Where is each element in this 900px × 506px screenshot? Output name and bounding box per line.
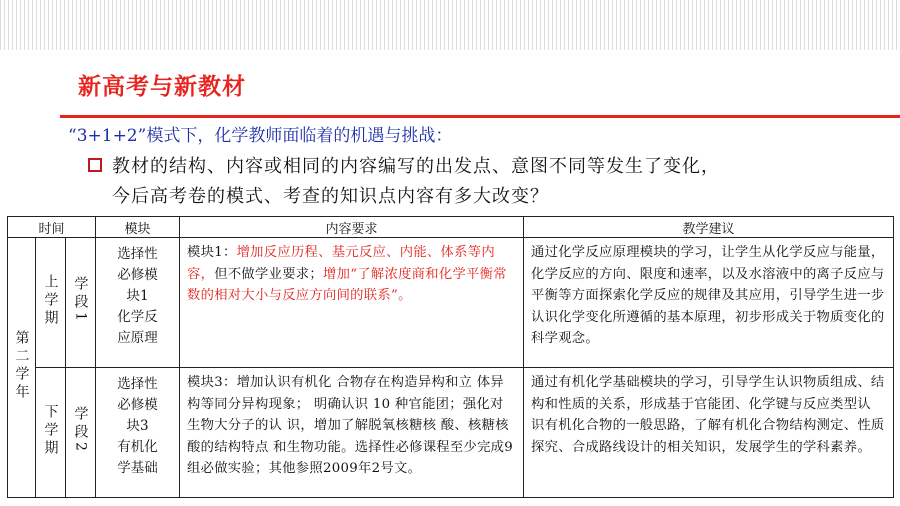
square-bullet-icon xyxy=(88,158,102,172)
semester-cell xyxy=(36,368,66,498)
table-header-row xyxy=(8,217,894,238)
module-line: 有机化 xyxy=(117,439,158,455)
year-cell xyxy=(8,238,36,498)
header-content: 内容要求 xyxy=(180,217,524,238)
decorative-stripes xyxy=(0,0,900,50)
table-row xyxy=(8,238,894,368)
content-highlight: 增加反应历程、基元反应、内能、体系等内容， xyxy=(187,245,495,282)
page-title: 新高考与新教材 xyxy=(78,74,246,100)
advice-cell: 通过化学反应原理模块的学习，让学生从化学反应与能量，化学反应的方向、限度和速率，以及水溶液中的离子反应与平衡等方面探索化学反应的规律及其应用，引导学生进一步认识化学变化所遵循的基本原理，初步形成关于物质变化的科学观念。 xyxy=(524,238,894,368)
stage-label: 学段1 xyxy=(72,276,89,325)
header-module: 模块 xyxy=(96,217,180,238)
module-cell xyxy=(96,368,180,498)
module-line: 块1 xyxy=(126,288,149,304)
module-line: 块3 xyxy=(126,418,149,434)
semester-label: 上学期 xyxy=(42,273,59,328)
module-line: 必修模 xyxy=(117,397,158,413)
module-line: 选择性 xyxy=(117,376,158,392)
stage-label: 学段2 xyxy=(72,406,89,455)
year-label: 第二学年 xyxy=(13,329,30,402)
module-line: 必修模 xyxy=(117,267,158,283)
table-row xyxy=(8,368,894,498)
content-cell: 模块3：增加认识有机化 合物存在构造异构和立 体异构等同分异构现象； 明确认识 10 种官能团；强化对生物大分子的认 识，增加了解脱氧核糖核 酸、核糖核酸的结构特点 和生物功能。选择性必修课程至少完成9组必做实验；其他参照2009年2号文。 xyxy=(180,368,524,498)
content-cell xyxy=(180,238,524,368)
curriculum-table xyxy=(7,216,894,498)
module-line: 化学反 xyxy=(117,309,158,325)
module-line: 应原理 xyxy=(117,330,158,346)
semester-label: 下学期 xyxy=(42,403,59,458)
content-highlight: 增加“了解浓度商和化学平衡常数的相对大小与反应方向间的联系”。 xyxy=(187,266,507,303)
content-text: 但不做学业要求； xyxy=(214,266,323,282)
content-prefix: 模块1： xyxy=(187,245,237,260)
stage-cell xyxy=(66,368,96,498)
module-cell xyxy=(96,238,180,368)
bullet-text-line1: 教材的结构、内容或相同的内容编写的出发点、意图不同等发生了变化， xyxy=(112,156,720,177)
header-advice: 教学建议 xyxy=(524,217,894,238)
stage-cell xyxy=(66,238,96,368)
title-divider xyxy=(60,115,900,118)
subtitle: “3+1+2”模式下，化学教师面临着的机遇与挑战： xyxy=(68,126,453,146)
header-time: 时间 xyxy=(8,217,96,238)
advice-cell: 通过有机化学基础模块的学习，引导学生认识物质组成、结构和性质的关系，形成基于官能团、化学键与反应类型认 识有机化合物的一般思路，了解有机化合物结构测定、性质探究、合成路线设计的相关知识，发展学生的学科素养。 xyxy=(524,368,894,498)
module-line: 选择性 xyxy=(117,246,158,262)
module-line: 学基础 xyxy=(117,460,158,476)
bullet-text-line2: 今后高考卷的模式、考查的知识点内容有多大改变？ xyxy=(112,186,549,207)
semester-cell xyxy=(36,238,66,368)
